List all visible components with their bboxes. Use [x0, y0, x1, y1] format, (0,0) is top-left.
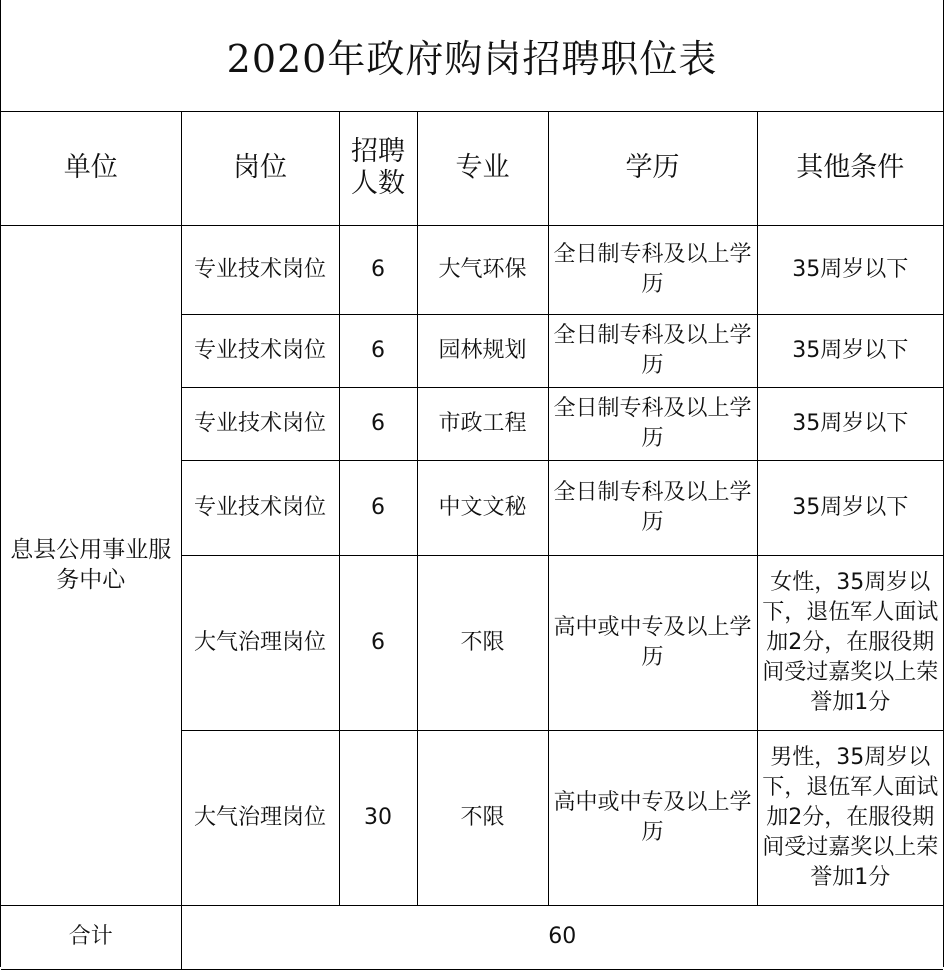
unit-name-cell: 息县公用事业服务中心: [1, 225, 181, 905]
other-cell: 35周岁以下: [757, 314, 943, 387]
total-value: 60: [181, 905, 943, 969]
count-cell: 6: [339, 314, 417, 387]
count-cell: 6: [339, 555, 417, 730]
total-row: [1, 905, 943, 969]
major-cell: 不限: [417, 730, 548, 905]
position-cell: 专业技术岗位: [181, 460, 339, 555]
header-count-line2: 人数: [351, 168, 405, 200]
education-cell: 全日制专科及以上学历: [548, 225, 757, 314]
position-cell: 专业技术岗位: [181, 225, 339, 314]
header-count-line1: 招聘: [351, 136, 405, 168]
header-education: 学历: [548, 112, 757, 225]
count-cell: 6: [339, 387, 417, 460]
major-cell: 大气环保: [417, 225, 548, 314]
position-cell: 专业技术岗位: [181, 314, 339, 387]
table-row: [1, 225, 943, 314]
total-label: 合计: [1, 905, 181, 969]
table-header-row: [1, 112, 943, 225]
header-other: 其他条件: [757, 112, 943, 225]
page-title: 2020年政府购岗招聘职位表: [1, 0, 943, 112]
count-cell: 6: [339, 225, 417, 314]
major-cell: 不限: [417, 555, 548, 730]
education-cell: 高中或中专及以上学历: [548, 555, 757, 730]
count-cell: 30: [339, 730, 417, 905]
header-unit: 单位: [1, 112, 181, 225]
major-cell: 中文文秘: [417, 460, 548, 555]
position-cell: 大气治理岗位: [181, 555, 339, 730]
education-cell: 全日制专科及以上学历: [548, 314, 757, 387]
header-count: [339, 112, 417, 225]
header-major: 专业: [417, 112, 548, 225]
education-cell: 高中或中专及以上学历: [548, 730, 757, 905]
other-cell: 35周岁以下: [757, 460, 943, 555]
major-cell: 市政工程: [417, 387, 548, 460]
position-cell: 大气治理岗位: [181, 730, 339, 905]
other-cell: 35周岁以下: [757, 387, 943, 460]
other-cell: 35周岁以下: [757, 225, 943, 314]
positions-table: [1, 112, 943, 970]
position-cell: 专业技术岗位: [181, 387, 339, 460]
education-cell: 全日制专科及以上学历: [548, 387, 757, 460]
education-cell: 全日制专科及以上学历: [548, 460, 757, 555]
major-cell: 园林规划: [417, 314, 548, 387]
other-cell: 女性，35周岁以下，退伍军人面试加2分，在服役期间受过嘉奖以上荣誉加1分: [757, 555, 943, 730]
count-cell: 6: [339, 460, 417, 555]
header-position: 岗位: [181, 112, 339, 225]
other-cell: 男性，35周岁以下，退伍军人面试加2分，在服役期间受过嘉奖以上荣誉加1分: [757, 730, 943, 905]
